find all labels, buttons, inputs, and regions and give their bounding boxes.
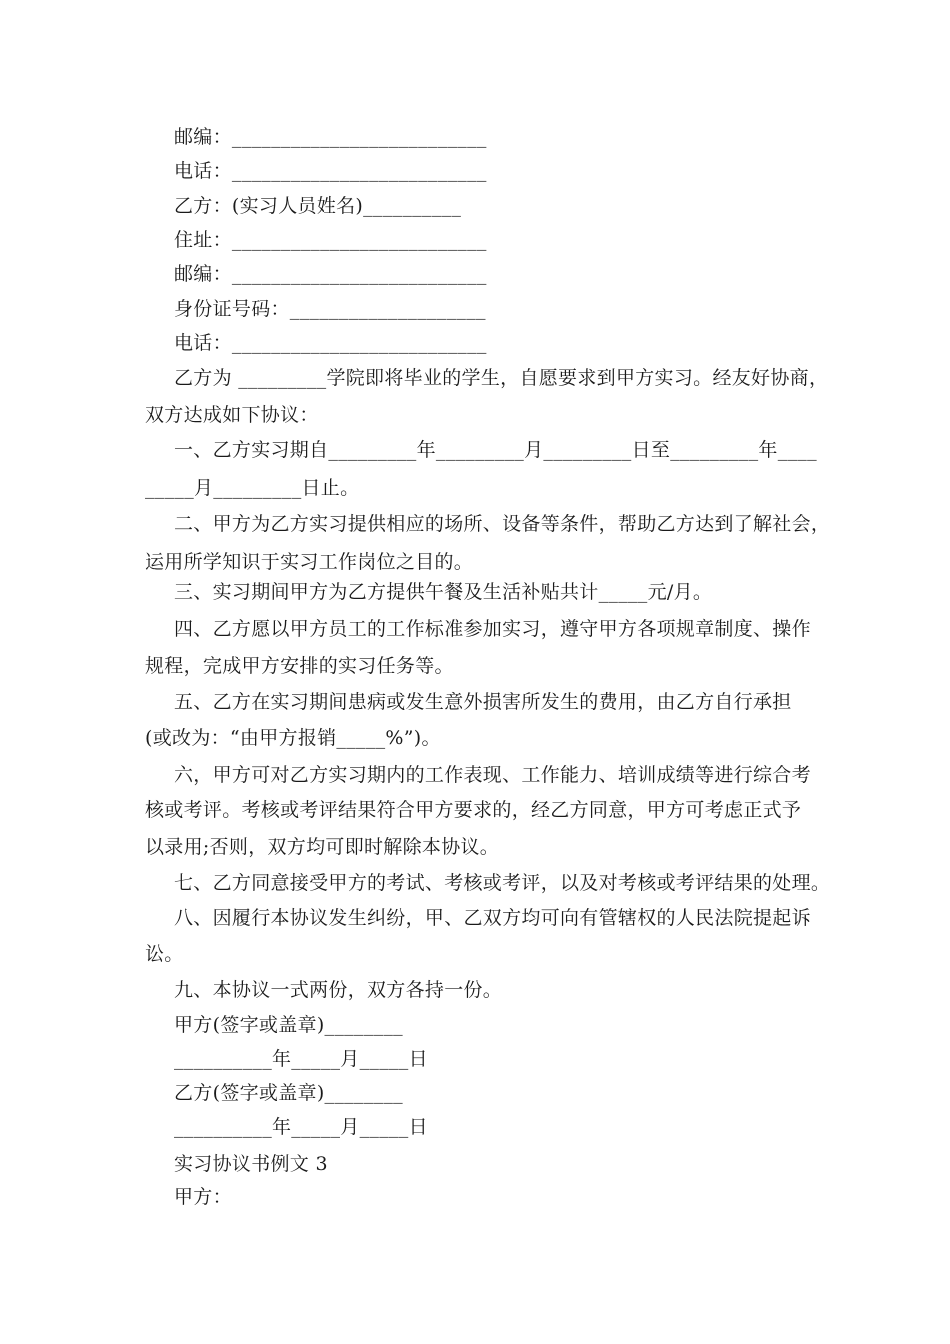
clause-6-line-3: 以录用;否则，双方均可即时解除本协议。 — [145, 836, 500, 858]
party-a-label-line: 甲方： — [174, 1186, 232, 1208]
clause-6-line-1: 六，甲方可对乙方实习期内的工作表现、工作能力、培训成绩等进行综合考 — [174, 764, 811, 786]
clause-4-line-1: 四、乙方愿以甲方员工的工作标准参加实习，遵守甲方各项规章制度、操作 — [174, 618, 811, 640]
clause-2-line-1: 二、甲方为乙方实习提供相应的场所、设备等条件，帮助乙方达到了解社会， — [174, 513, 831, 535]
id-number-line: 身份证号码：____________________ — [174, 298, 486, 320]
clause-9-line: 九、本协议一式两份，双方各持一份。 — [174, 979, 503, 1001]
clause-4-line-2: 规程，完成甲方安排的实习任务等。 — [145, 655, 454, 677]
postcode-a-line: 邮编：__________________________ — [174, 126, 487, 148]
postcode-b-line: 邮编：__________________________ — [174, 263, 487, 285]
clause-5-line-1: 五、乙方在实习期间患病或发生意外损害所发生的费用，由乙方自行承担 — [174, 691, 792, 713]
clause-3-line: 三、实习期间甲方为乙方提供午餐及生活补贴共计_____元/月。 — [174, 581, 713, 603]
intro-paragraph-line-2: 双方达成如下协议： — [145, 404, 319, 426]
clause-6-line-2: 核或考评。考核或考评结果符合甲方要求的，经乙方同意，甲方可考虑正式予 — [145, 799, 802, 821]
party-b-name-line: 乙方：(实习人员姓名)__________ — [174, 195, 462, 217]
clause-5-line-2: (或改为：“由甲方报销_____%”)。 — [145, 727, 441, 749]
clause-8-line-2: 讼。 — [145, 943, 184, 965]
clause-8-line-1: 八、因履行本协议发生纠纷，甲、乙双方均可向有管辖权的人民法院提起诉 — [174, 907, 811, 929]
address-b-line: 住址：__________________________ — [174, 229, 487, 251]
phone-b-line: 电话：__________________________ — [174, 332, 487, 354]
clause-2-line-2: 运用所学知识于实习工作岗位之目的。 — [145, 551, 474, 573]
example-3-heading: 实习协议书例文 3 — [174, 1153, 328, 1175]
party-b-date-line: __________年_____月_____日 — [174, 1116, 428, 1138]
party-a-signature-line: 甲方(签字或盖章)________ — [174, 1014, 403, 1036]
clause-1-line-2: _____月_________日止。 — [145, 477, 360, 499]
clause-7-line: 七、乙方同意接受甲方的考试、考核或考评，以及对考核或考评结果的处理。 — [174, 872, 831, 894]
intro-paragraph-line-1: 乙方为 _________学院即将毕业的学生，自愿要求到甲方实习。经友好协商， — [174, 367, 829, 389]
phone-a-line: 电话：__________________________ — [174, 160, 487, 182]
clause-1-line-1: 一、乙方实习期自_________年_________月_________日至_________年____ — [174, 439, 817, 461]
party-a-date-line: __________年_____月_____日 — [174, 1048, 428, 1070]
party-b-signature-line: 乙方(签字或盖章)________ — [174, 1082, 403, 1104]
